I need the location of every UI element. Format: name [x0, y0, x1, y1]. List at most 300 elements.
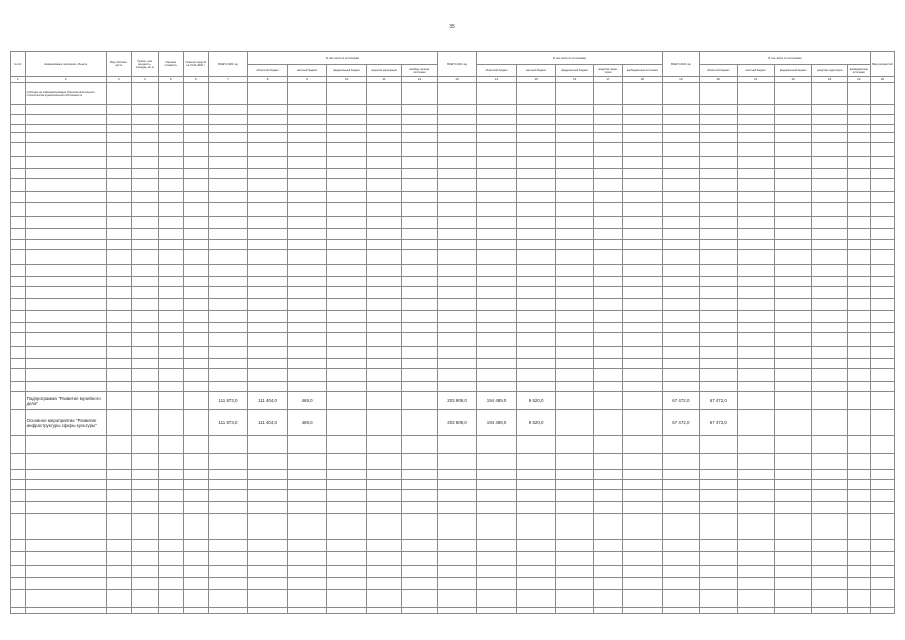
table-cell: [556, 179, 593, 192]
table-cell: [11, 203, 26, 217]
table-cell: [477, 566, 517, 578]
table-cell: [208, 265, 248, 277]
table-cell: [327, 359, 367, 369]
src-2022-header: средства территории: [812, 65, 847, 77]
table-cell: [700, 192, 737, 203]
table-cell: [847, 578, 870, 590]
table-cell: [131, 115, 158, 125]
table-cell: [847, 347, 870, 359]
table-cell: [556, 382, 593, 392]
table-cell: [700, 590, 737, 608]
table-cell: [556, 552, 593, 566]
table-cell: [700, 323, 737, 333]
table-cell: [847, 277, 870, 287]
table-cell: [248, 203, 288, 217]
table-cell: [158, 217, 183, 229]
table-cell: [402, 203, 437, 217]
table-cell: [775, 105, 812, 115]
table-cell: [25, 323, 106, 333]
table-cell: [477, 229, 517, 240]
table-cell: [623, 203, 663, 217]
table-cell: [208, 229, 248, 240]
table-cell: [593, 540, 622, 552]
table-cell: [477, 179, 517, 192]
table-cell: [812, 514, 847, 540]
table-cell: [516, 490, 556, 502]
section-value: [327, 392, 367, 410]
table-cell: [700, 203, 737, 217]
table-cell: [183, 265, 208, 277]
table-cell: [25, 436, 106, 454]
table-cell: [437, 552, 477, 566]
section-value: [662, 83, 699, 105]
table-cell: [737, 179, 774, 192]
table-cell: [737, 552, 774, 566]
table-cell: [11, 347, 26, 359]
table-cell: [737, 382, 774, 392]
table-cell: [11, 490, 26, 502]
table-cell: [847, 250, 870, 265]
table-cell: [700, 454, 737, 470]
table-cell: [327, 265, 367, 277]
table-cell: [737, 277, 774, 287]
table-cell: [662, 287, 699, 299]
src-2020-header: местный бюджет: [287, 65, 327, 77]
table-cell: [516, 514, 556, 540]
table-cell: [131, 125, 158, 133]
section-value: 67 472,0: [662, 392, 699, 410]
section-value: [870, 392, 894, 410]
src-2020-header: областной бюджет: [248, 65, 288, 77]
table-cell: [847, 566, 870, 578]
table-cell: [208, 192, 248, 203]
table-cell: [477, 369, 517, 382]
section-value: [402, 392, 437, 410]
table-cell: [437, 192, 477, 203]
table-cell: [812, 608, 847, 614]
col-capacity-header: Проект- ная мощность, площадь, кв. м: [131, 52, 158, 77]
table-cell: [812, 323, 847, 333]
section-value: 111 873,0: [208, 410, 248, 436]
table-cell: [248, 277, 288, 287]
group-2021-header: В том числе по источникам: [477, 52, 662, 65]
table-cell: [208, 250, 248, 265]
table-cell: [327, 192, 367, 203]
table-cell: [623, 566, 663, 578]
table-cell: [737, 217, 774, 229]
table-cell: [402, 287, 437, 299]
table-row: [11, 359, 895, 369]
column-number: 11: [366, 77, 401, 83]
table-cell: [437, 299, 477, 311]
table-cell: [700, 502, 737, 514]
table-cell: [662, 265, 699, 277]
table-row: [11, 203, 895, 217]
table-cell: [623, 240, 663, 250]
table-cell: [131, 480, 158, 490]
table-cell: [183, 287, 208, 299]
table-cell: [737, 125, 774, 133]
table-cell: [477, 125, 517, 133]
table-cell: [737, 470, 774, 480]
table-cell: [437, 287, 477, 299]
table-cell: [737, 502, 774, 514]
table-cell: [248, 454, 288, 470]
table-cell: [812, 502, 847, 514]
table-cell: [183, 217, 208, 229]
table-cell: [158, 608, 183, 614]
table-cell: [700, 470, 737, 480]
table-cell: [870, 169, 894, 179]
table-cell: [327, 608, 367, 614]
section-value: 469,0: [287, 410, 327, 436]
table-cell: [737, 192, 774, 203]
table-cell: [516, 133, 556, 143]
table-cell: [327, 299, 367, 311]
table-cell: [847, 480, 870, 490]
table-cell: [287, 502, 327, 514]
table-cell: [248, 287, 288, 299]
table-cell: [25, 179, 106, 192]
table-cell: [775, 217, 812, 229]
table-cell: [812, 105, 847, 115]
table-cell: [248, 369, 288, 382]
table-cell: [593, 115, 622, 125]
table-cell: [737, 169, 774, 179]
table-cell: [516, 470, 556, 480]
table-cell: [662, 323, 699, 333]
table-cell: [516, 359, 556, 369]
section-value: [183, 83, 208, 105]
table-cell: [402, 115, 437, 125]
table-cell: [208, 359, 248, 369]
table-cell: [158, 490, 183, 502]
table-cell: [183, 299, 208, 311]
table-cell: [208, 203, 248, 217]
column-number: 7: [208, 77, 248, 83]
table-cell: [158, 169, 183, 179]
table-cell: [662, 359, 699, 369]
table-cell: [106, 179, 131, 192]
table-cell: [737, 143, 774, 157]
table-cell: [437, 217, 477, 229]
table-cell: [327, 590, 367, 608]
table-cell: [158, 143, 183, 157]
table-cell: [208, 133, 248, 143]
table-cell: [25, 502, 106, 514]
table-cell: [593, 502, 622, 514]
table-cell: [402, 250, 437, 265]
table-cell: [700, 157, 737, 169]
table-cell: [327, 133, 367, 143]
section-value: 111 404,0: [248, 392, 288, 410]
section-value: [556, 392, 593, 410]
table-cell: [183, 125, 208, 133]
table-cell: [25, 250, 106, 265]
table-cell: [775, 490, 812, 502]
table-cell: [437, 382, 477, 392]
table-cell: [25, 311, 106, 323]
table-cell: [11, 105, 26, 115]
table-cell: [593, 287, 622, 299]
table-cell: [287, 192, 327, 203]
table-cell: [870, 566, 894, 578]
table-cell: [700, 250, 737, 265]
table-cell: [623, 217, 663, 229]
table-cell: [131, 311, 158, 323]
table-cell: [477, 514, 517, 540]
table-cell: [477, 277, 517, 287]
table-cell: [775, 240, 812, 250]
column-number: 15: [516, 77, 556, 83]
section-value: [158, 83, 183, 105]
table-cell: [11, 157, 26, 169]
table-cell: [25, 287, 106, 299]
table-cell: [593, 265, 622, 277]
table-cell: [737, 514, 774, 540]
table-cell: [158, 115, 183, 125]
table-cell: [131, 436, 158, 454]
table-cell: [662, 608, 699, 614]
table-cell: [402, 192, 437, 203]
table-cell: [287, 229, 327, 240]
table-cell: [208, 179, 248, 192]
table-cell: [662, 382, 699, 392]
table-cell: [402, 514, 437, 540]
table-cell: [183, 143, 208, 157]
table-cell: [870, 229, 894, 240]
table-cell: [327, 436, 367, 454]
table-cell: [623, 323, 663, 333]
table-cell: [25, 157, 106, 169]
table-cell: [208, 143, 248, 157]
table-cell: [437, 133, 477, 143]
table-cell: [248, 105, 288, 115]
table-cell: [402, 382, 437, 392]
table-cell: [812, 277, 847, 287]
table-cell: [556, 566, 593, 578]
column-number: 3: [106, 77, 131, 83]
table-cell: [812, 125, 847, 133]
table-cell: [208, 590, 248, 608]
table-cell: [847, 229, 870, 240]
table-cell: [437, 333, 477, 347]
table-cell: [593, 240, 622, 250]
table-cell: [700, 480, 737, 490]
table-cell: [700, 240, 737, 250]
table-cell: [131, 157, 158, 169]
table-cell: [700, 608, 737, 614]
table-cell: [11, 369, 26, 382]
table-cell: [775, 192, 812, 203]
section-value: [870, 83, 894, 105]
table-cell: [158, 323, 183, 333]
table-cell: [437, 514, 477, 540]
table-cell: [737, 287, 774, 299]
column-number: 6: [183, 77, 208, 83]
table-cell: [131, 179, 158, 192]
table-cell: [287, 115, 327, 125]
table-cell: [516, 192, 556, 203]
table-cell: [593, 454, 622, 470]
table-cell: [248, 333, 288, 347]
table-cell: [327, 454, 367, 470]
section-value: [437, 83, 477, 105]
table-cell: [248, 192, 288, 203]
table-cell: [11, 299, 26, 311]
table-cell: [208, 502, 248, 514]
table-cell: [847, 333, 870, 347]
table-cell: [623, 179, 663, 192]
section-value: [737, 392, 774, 410]
table-cell: [556, 143, 593, 157]
table-cell: [775, 311, 812, 323]
table-cell: [812, 566, 847, 578]
table-cell: [11, 133, 26, 143]
column-number: 12: [402, 77, 437, 83]
table-row: [11, 115, 895, 125]
table-cell: [402, 299, 437, 311]
table-cell: [208, 115, 248, 125]
table-row: [11, 578, 895, 590]
table-cell: [737, 265, 774, 277]
src-2021-header: областной бюджет: [477, 65, 517, 77]
table-cell: [556, 480, 593, 490]
table-cell: [556, 277, 593, 287]
table-cell: [208, 311, 248, 323]
table-cell: [437, 347, 477, 359]
table-cell: [208, 382, 248, 392]
table-cell: [402, 240, 437, 250]
table-cell: [248, 608, 288, 614]
table-cell: [402, 229, 437, 240]
table-cell: [11, 192, 26, 203]
table-cell: [662, 229, 699, 240]
table-cell: [775, 277, 812, 287]
table-cell: [131, 287, 158, 299]
table-cell: [131, 299, 158, 311]
table-cell: [25, 514, 106, 540]
table-cell: [775, 470, 812, 480]
table-cell: [593, 369, 622, 382]
section-name: Подпрограмма "Развитие музейного дела": [25, 392, 106, 410]
table-cell: [700, 287, 737, 299]
table-cell: [248, 590, 288, 608]
table-cell: [737, 540, 774, 552]
table-cell: [477, 105, 517, 115]
table-cell: [812, 240, 847, 250]
table-cell: [700, 229, 737, 240]
table-cell: [870, 157, 894, 169]
col-ownership-header: Вид собствен- ности: [106, 52, 131, 77]
table-cell: [327, 369, 367, 382]
table-cell: [327, 229, 367, 240]
src-2021-header: внебюджетные источники: [623, 65, 663, 77]
table-cell: [623, 333, 663, 347]
table-cell: [366, 490, 401, 502]
table-cell: [516, 502, 556, 514]
table-cell: [248, 347, 288, 359]
table-cell: [11, 217, 26, 229]
table-cell: [812, 157, 847, 169]
table-cell: [870, 502, 894, 514]
table-cell: [183, 133, 208, 143]
section-value: [847, 83, 870, 105]
table-cell: [131, 105, 158, 115]
table-cell: [556, 105, 593, 115]
table-cell: [25, 566, 106, 578]
table-cell: [516, 590, 556, 608]
table-cell: [402, 333, 437, 347]
table-cell: [437, 454, 477, 470]
table-cell: [366, 265, 401, 277]
table-cell: [516, 552, 556, 566]
table-cell: [437, 578, 477, 590]
table-cell: [327, 240, 367, 250]
table-cell: [593, 552, 622, 566]
table-cell: [25, 203, 106, 217]
table-cell: [737, 359, 774, 369]
table-cell: [106, 347, 131, 359]
table-cell: [812, 133, 847, 143]
table-cell: [106, 552, 131, 566]
table-cell: [287, 133, 327, 143]
table-cell: [208, 552, 248, 566]
table-cell: [812, 311, 847, 323]
table-cell: [870, 590, 894, 608]
table-cell: [248, 552, 288, 566]
table-cell: [847, 323, 870, 333]
table-cell: [287, 347, 327, 359]
table-cell: [775, 514, 812, 540]
table-cell: [366, 382, 401, 392]
table-cell: [847, 125, 870, 133]
table-cell: [287, 490, 327, 502]
table-cell: [737, 229, 774, 240]
table-cell: [287, 277, 327, 287]
table-cell: [812, 540, 847, 552]
table-cell: [402, 277, 437, 287]
table-cell: [327, 540, 367, 552]
table-cell: [737, 608, 774, 614]
table-cell: [556, 265, 593, 277]
table-cell: [556, 217, 593, 229]
table-cell: [700, 436, 737, 454]
table-cell: [662, 179, 699, 192]
table-cell: [208, 277, 248, 287]
table-cell: [593, 514, 622, 540]
table-cell: [593, 169, 622, 179]
table-cell: [662, 470, 699, 480]
table-cell: [25, 590, 106, 608]
table-cell: [477, 133, 517, 143]
table-cell: [131, 203, 158, 217]
table-cell: [737, 347, 774, 359]
section-value: [287, 83, 327, 105]
table-cell: [775, 590, 812, 608]
table-cell: [477, 552, 517, 566]
table-cell: [25, 105, 106, 115]
table-cell: [737, 105, 774, 115]
table-cell: [516, 125, 556, 133]
table-cell: [287, 105, 327, 115]
table-cell: [737, 578, 774, 590]
table-cell: [25, 608, 106, 614]
table-cell: [662, 578, 699, 590]
table-cell: [106, 333, 131, 347]
table-cell: [158, 105, 183, 115]
table-cell: [847, 265, 870, 277]
